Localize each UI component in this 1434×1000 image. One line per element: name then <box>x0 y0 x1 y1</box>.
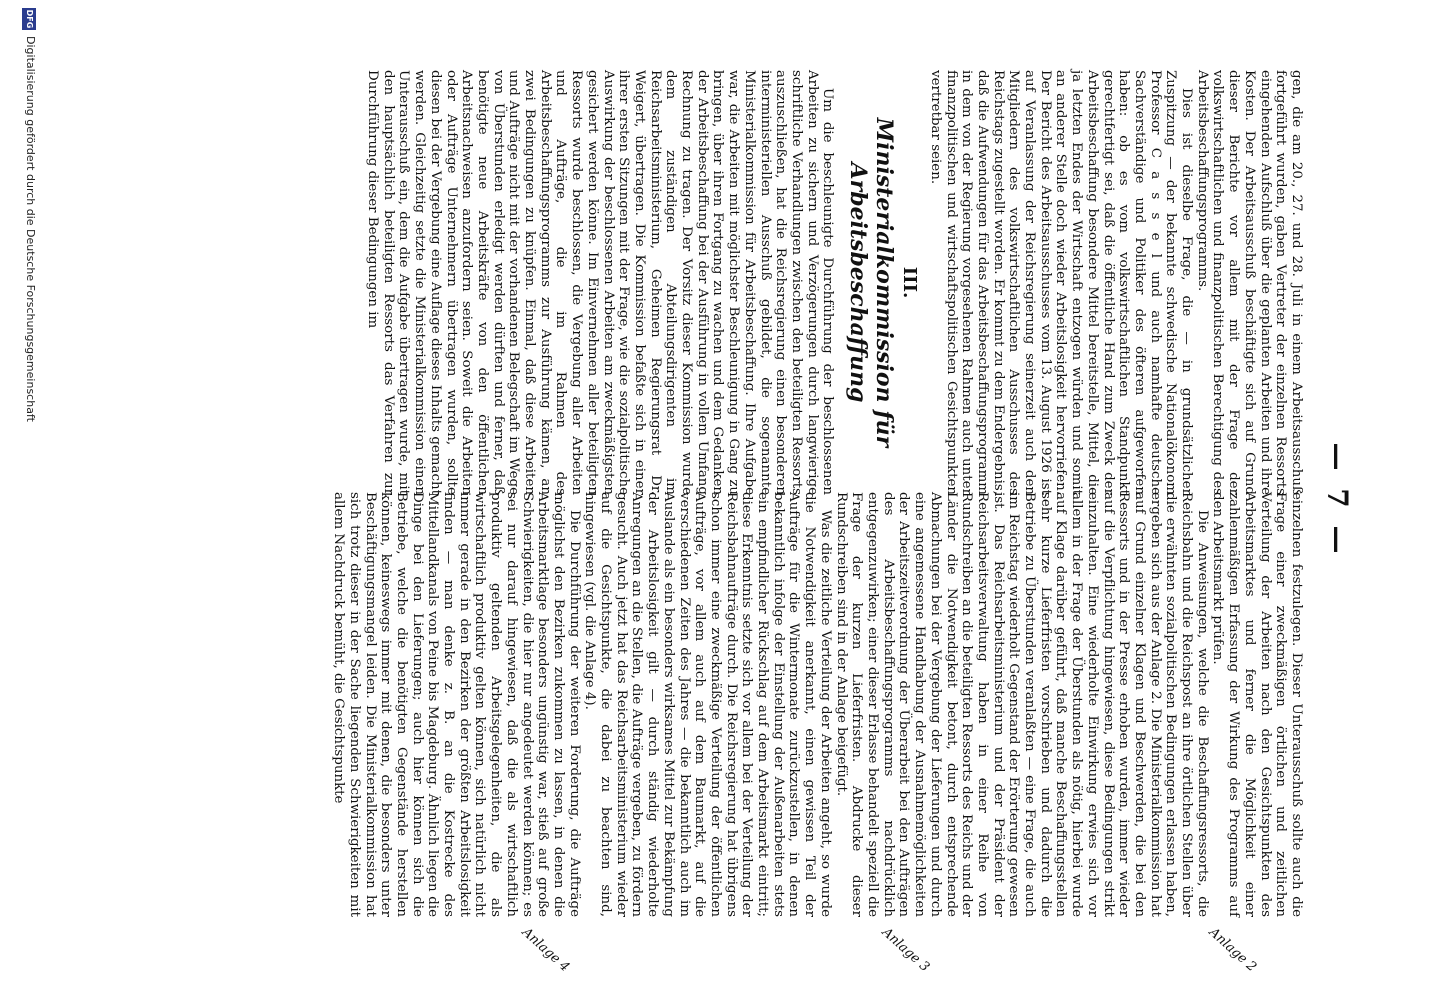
page-number: — 7 — <box>1321 442 1354 558</box>
footer-credit: Digitalisierung gefördert durch die Deutsche Forschungsgemeinschaft <box>24 36 37 422</box>
right-paragraph-4: Die Durchführung der weiteren Forderung, die Aufträge möglichst den Bezirken zukommen zu lassen, in denen die Arbeitsmarktlage besonders ungünstig war, stieß auf große Schwierigkeiten, die hier nur angedeutet werden können; es sei nur darauf hingewiesen, daß die als wirtschaftlich produktiv geltenden Arbeitsgelegenheiten, die als wirtschaftlich produktiv gelten können, sich natürlich nicht immer gerade in den Bezirken der größten Arbeitslosigkeit finden — man denke z. B. an die Kostrecke des Mittellandkanals von Peine bis Magdeburg. Ähnlich liegen die Dinge bei den Lieferungen; auch hier können sich die Betriebe, welche die benötigten Gegenstände herstellen können, keineswegs immer mit denen, die besonders unter Beschäftigungsmangel leiden. Die Ministerialkommission hat sich trotz dieser in der Sache liegenden Schwierigkeiten mit allem Nachdruck bemüht, die Gesichtspunkte <box>331 492 582 917</box>
right-paragraph-1: einzelnen festzulegen. Dieser Unterausschuß sollte auch die Frage einer zweckmäßigen örtlichen und zeitlichen Verteilung der Arbeiten nach den Gesichtspunkten des Arbeitsmarktes und ferner die Möglichkeit einer zahlenmäßigen Erfassung der Wirkung des Programms auf den Arbeitsmarkt prüfen. <box>1210 492 1304 917</box>
margin-note-anlage-3: Anlage 3 <box>878 925 933 976</box>
left-column <box>364 70 1304 495</box>
dfg-logo-icon: DFG <box>22 8 36 30</box>
footer <box>12 0 42 1000</box>
margin-note-anlage-2: Anlage 2 <box>1205 925 1260 976</box>
margin-note-anlage-4: Anlage 4 <box>518 925 573 976</box>
left-paragraph-3: Um die beschleunigte Durchführung der beschlossenen Arbeiten zu sichern und Verzögerungen durch langwierige schriftliche Verhandlungen zwischen den beteiligten Ressorts auszuschließen, hat die Reichsregierung einen besonderen interministeriellen Ausschuß gebildet, die sogenannte Ministerialkommission für Arbeitsbeschaffung. Ihre Aufgabe war, die Arbeiten mit möglichster Beschleunigung in Gang zu bringen, über ihren Fortgang zu wachen und dem Gedanken der Arbeitsbeschaffung bei der Ausführung in vollem Umfang Rechnung zu tragen. Der Vorsitz dieser Kommission wurde dem zuständigen Abteilungsdirigenten im Reichsarbeitsministerium, Geheimen Regierungsrat Dr. Weigert, übertragen. Die Kommission befaßte sich in einer ihrer ersten Sitzungen mit der Frage, wie die sozialpolitische Auswirkung der beschlossenen Arbeiten am zweckmäßigsten gesichert werden könne. Im Einvernehmen aller beteiligten Ressorts wurde beschlossen, die Vergebung aller Arbeiten und Aufträge, die im Rahmen des Arbeitsbeschaffungsprogramms zur Ausführung kämen, an zwei Bedingungen zu knüpfen. Einmal, daß diese Arbeiten und Aufträge nicht mit der vorhandenen Belegschaft im Wege von Überstunden erledigt werden dürften und ferner, daß benötigte neue Arbeitskräfte von den öffentlichen Arbeitsnachweisen anzufordern seien. Soweit die Arbeiten oder Aufträge Unternehmern übertragen wurden, sollte diesen bei der Vergebung eine Auflage dieses Inhalts gemacht werden. Gleichzeitig setzte die Ministerialkommission einen Unterausschuß ein, dem die Aufgabe übertragen wurde, mit den hauptsächlich beteiligten Ressorts das Verfahren zur Durchführung dieser Bedingungen im <box>365 70 836 495</box>
section-heading: Ministerialkommission für Arbeitsbeschaffung <box>845 117 898 448</box>
section-numeral: III. <box>899 266 921 299</box>
right-paragraph-3: Was die zeitliche Verteilung der Arbeiten angeht, so wurde die Notwendigkeit anerkannt, einen gewissen Teil der Aufträge für die Wintermonate zurückzustellen, in denen bekanntlich infolge der Einstellung der Außenarbeiten stets ein empfindlicher Rückschlag auf dem Arbeitsmarkt eintritt; diese Erkenntnis setzte sich vor allem bei der Verteilung der Reichsbahnaufträge durch. Die Reichsregierung hat übrigens schon immer eine zweckmäßige Verteilung der öffentlichen Aufträge, vor allem auch auf dem Baumarkt, auf die verschiedenen Zeiten des Jahres — die bekanntlich auch im Auslande als ein besonders wirksames Mittel zur Bekämpfung der Arbeitslosigkeit gilt — durch ständig wiederholte Anregungen an die Stellen, die Aufträge vergeben, zu fördern gesucht. Auch jetzt hat das Reichsarbeitsministerium wieder auf die Gesichtspunkte, die dabei zu beachten sind, hingewiesen (vgl. die Anlage 4). <box>582 492 833 917</box>
left-paragraph-2: Dies ist dieselbe Frage, die — in grundsätzlicher Zuspitzung — der bekannte schwedische Nationalökonom Professor C a s s e l und auch namhafte deutsche Sachverständige und Politiker des öfteren aufgeworfen haben: ob es vom volkswirtschaftlichen Standpunkt gerechtfertigt sei, daß die öffentliche Hand zum Zweck der Arbeitsbeschaffung besondere Mittel bereitstelle, Mittel, die ja letzten Endes der Wirtschaft entzogen würden und somit an anderer Stelle doch wieder Arbeitslosigkeit hervorriefen. Der Bericht des Arbeitsausschusses vom 13. August 1926 ist auf Veranlassung der Reichsregierung seinerzeit auch den Mitgliedern des volkswirtschaftlichen Ausschusses des Reichstags zugestellt worden. Er kommt zu dem Endergebnis, daß die Aufwendungen für das Arbeitsbeschaffungsprogramm in dem von der Regierung vorgesehenen Rahmen auch unter finanzpolitischen und wirtschaftspolitischen Gesichtspunkten vertretbar seien. <box>927 70 1195 495</box>
left-paragraph-1: gen, die am 20., 27. und 28. Juli in einem Arbeitsausschuß fortgeführt wurden, gaben Vertreter der einzelnen Ressorts eingehenden Aufschluß über die geplanten Arbeiten und ihre Kosten. Der Arbeitsausschuß beschäftigte sich auf Grund dieser Berichte vor allem mit der Frage der volkswirtschaftlichen und finanzpolitischen Berechtigung des Arbeitsbeschaffungsprogramms. <box>1194 70 1304 495</box>
right-paragraph-2: Die Anweisungen, welche die Beschaffungsressorts, die Reichsbahn und die Reichspost an ihre örtlichen Stellen über die erwähnten sozialpolitischen Bedingungen erlassen haben, ergeben sich aus der Anlage 2. Die Ministerialkommission hat auf Grund einzelner Klagen und Beschwerden, die bei den Ressorts und in der Presse erhoben wurden, immer wieder auf die Verpflichtung hingewiesen, diese Bedingungen strikt einzuhalten. Eine wiederholte Einwirkung erwies sich vor allem in der Frage der Überstunden als nötig, hierbei wurde auf Klage darüber geführt, daß manche Beschaffungsstellen sehr kurze Lieferfristen vorschrieben und dadurch die Betriebe zu Überstunden veranlaßten — eine Frage, die auch im Reichstag wiederholt Gegenstand der Erörterung gewesen ist. Das Reichsarbeitsministerium und der Präsident der Reichsarbeitsverwaltung haben in einer Reihe von Rundschreiben an die beteiligten Ressorts des Reichs und der Länder die Notwendigkeit betont, durch entsprechende Abmachungen bei der Vergebung der Lieferungen und durch eine angemessene Handhabung der Ausnahmemöglichkeiten der Arbeitszeitverordnung der Überarbeit bei den Aufträgen des Arbeitsbeschaffungsprogramms nachdrücklich entgegenzuwirken; einer dieser Erlasse behandelt speziell die Frage der kurzen Lieferfristen. Abdrucke dieser Rundschreiben sind in der Anlage beigefügt. <box>833 492 1210 917</box>
right-column <box>330 492 1304 917</box>
